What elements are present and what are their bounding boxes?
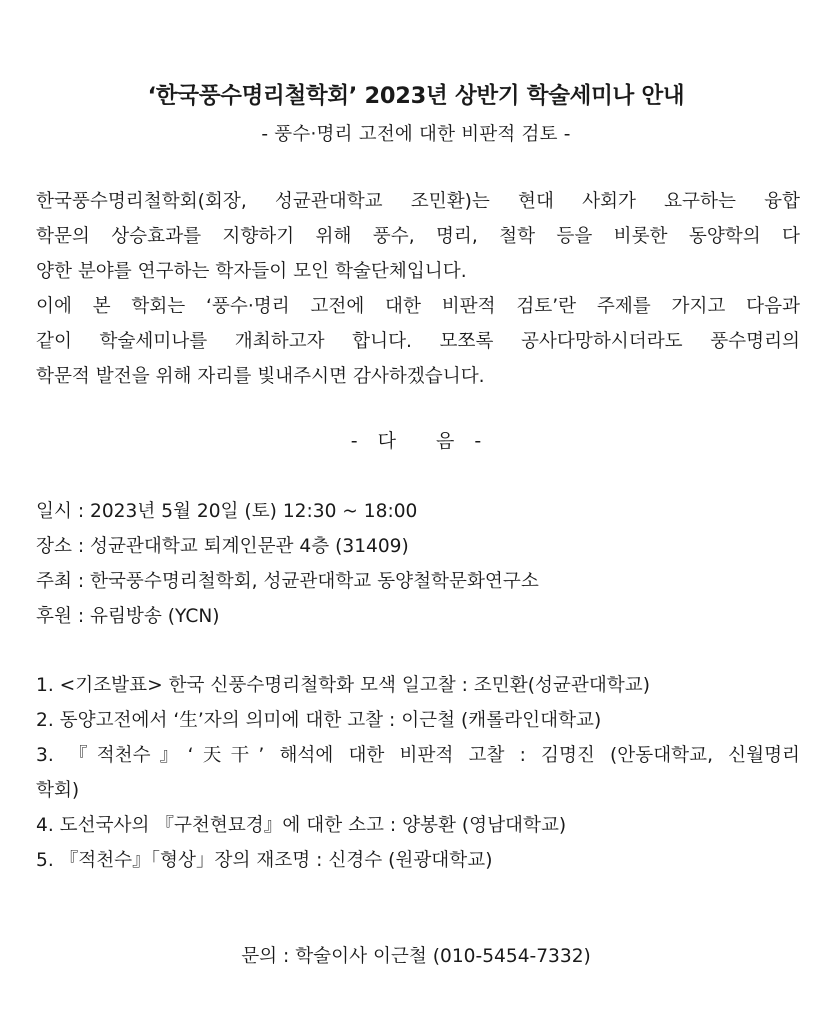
agenda-item: 1. <기조발표> 한국 신풍수명리철학화 모색 일고찰 : 조민환(성균관대학교) bbox=[36, 675, 650, 696]
agenda-item: 2. 동양고전에서 ‘生’자의 의미에 대한 고찰 : 이근철 (캐롤라인대학교) bbox=[36, 710, 602, 731]
agenda-item: 3. 『적천수』‘天干’ 해석에 대한 비판적 고찰 : 김명진 (안동대학교, 신월명리 bbox=[36, 745, 800, 766]
intro-paragraph bbox=[36, 184, 800, 394]
event-date: 일시 : 2023년 5월 20일 (토) 12:30 ~ 18:00 bbox=[36, 501, 418, 522]
event-host: 주최 : 한국풍수명리철학회, 성균관대학교 동양철학문화연구소 bbox=[36, 571, 539, 592]
event-info bbox=[36, 494, 800, 634]
intro-line: 이에 본 학회는 ‘풍수·명리 고전에 대한 비판적 검토’란 주제를 가지고 다음과 bbox=[36, 296, 800, 317]
contact-info: 문의 : 학술이사 이근철 (010-5454-7332) bbox=[241, 946, 591, 967]
agenda-item-continuation: 학회) bbox=[36, 780, 80, 801]
agenda-item: 5. 『적천수』「형상」장의 재조명 : 신경수 (원광대학교) bbox=[36, 850, 493, 871]
intro-line: 학문적 발전을 위해 자리를 빛내주시면 감사하겠습니다. bbox=[36, 366, 485, 387]
document-title: ‘한국풍수명리철학회’ 2023년 상반기 학술세미나 안내 bbox=[147, 83, 685, 109]
document-subtitle: - 풍수·명리 고전에 대한 비판적 검토 - bbox=[261, 124, 571, 145]
section-header: - 다 음 - bbox=[350, 430, 482, 452]
agenda-item: 4. 도선국사의 『구천현묘경』에 대한 소고 : 양봉환 (영남대학교) bbox=[36, 815, 567, 836]
event-place: 장소 : 성균관대학교 퇴계인문관 4층 (31409) bbox=[36, 536, 409, 557]
event-sponsor: 후원 : 유림방송 (YCN) bbox=[36, 606, 220, 627]
intro-line: 한국풍수명리철학회(회장, 성균관대학교 조민환)는 현대 사회가 요구하는 융합 bbox=[36, 191, 800, 212]
intro-line: 같이 학술세미나를 개최하고자 합니다. 모쪼록 공사다망하시더라도 풍수명리의 bbox=[36, 331, 800, 352]
agenda-list bbox=[36, 668, 800, 878]
intro-line: 양한 분야를 연구하는 학자들이 모인 학술단체입니다. bbox=[36, 261, 467, 282]
intro-line: 학문의 상승효과를 지향하기 위해 풍수, 명리, 철학 등을 비롯한 동양학의 다 bbox=[36, 226, 800, 247]
